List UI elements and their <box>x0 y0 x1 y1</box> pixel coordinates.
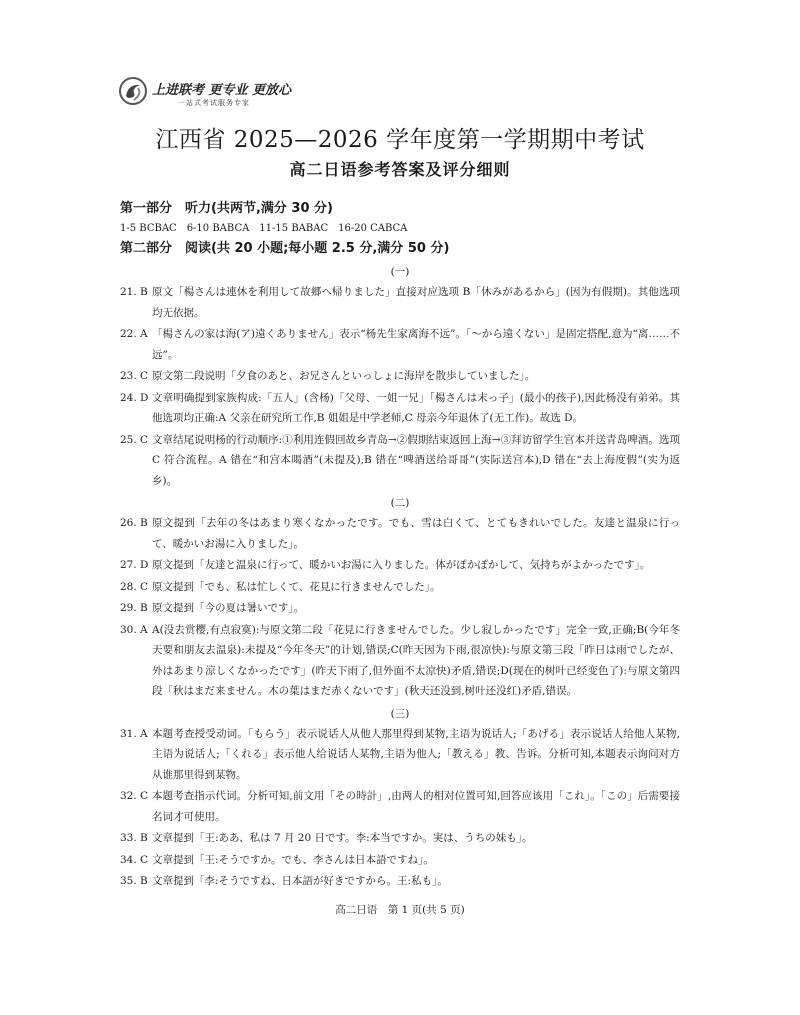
answer-number: 25. C <box>120 433 149 446</box>
answer-item <box>120 324 680 365</box>
part1-answer-keys: 1-5 BCBAC 6-10 BABCA 11-15 BABAC 16-20 CABCA <box>120 223 408 234</box>
answer-number: 23. C <box>120 370 149 382</box>
logo-subtext: 一站式考试服务专家 <box>178 99 250 107</box>
answer-number: 32. C <box>120 790 149 802</box>
answer-item <box>120 620 680 702</box>
exam-subtitle: 高二日语参考答案及评分细则 <box>289 160 511 179</box>
publisher-logo <box>118 76 298 112</box>
answer-number: 21. B <box>120 286 148 298</box>
answer-explanation: 文章提到「李:そうですね、日本語が好きですから。王:私も」。 <box>152 875 448 887</box>
section-label: (一) <box>390 266 410 278</box>
answer-explanation: 「楊さんの家は海(ア)遠くありません」表示“杨先生家离海不远”。「～から遠くない」是固定搭配,意为“离……不远”。 <box>152 328 680 361</box>
answer-explanation: 文章提到「王:そうですか。でも、李さんは日本語ですね」。 <box>152 853 434 866</box>
answer-number: 22. A <box>120 328 148 340</box>
answer-explanation: A(没去赏樱,有点寂寞):与原文第二段「花見に行きませんでした。少し寂しかったです」完全一致,正确;B(今年冬天要和朋友去温泉):未提及“今年冬天”的计划,错误;C(昨天因为下雨,很凉快):与原文第三段「昨日は雨でしたが、外はあまり涼しくなかったです」(昨天下雨了,但外面不太凉快)矛盾,错误;D(现在的树叶已经变色了):与原文第四段「秋はまだ来ません。木の葉はまだ赤くないです」(秋天还没到,树叶还没红)矛盾,错误。 <box>152 623 680 697</box>
answer-item <box>120 430 680 492</box>
answer-explanation: 文章结尾说明杨的行动顺序:①利用连假回故乡青岛→②假期结束返回上海→③拜访留学生宫本并送青岛啤酒。选项 C 符合流程。A 错在“和宫本喝酒”(未提及),B 错在“啤酒送给哥哥”(实际送宫本),D 错在“去上海度假”(实为返乡)。 <box>152 433 680 487</box>
part2-sections <box>120 262 680 892</box>
logo-text: 上进联考 更专业 更放心 <box>152 83 292 98</box>
answer-item <box>120 555 680 576</box>
part1-heading: 第一部分 听力(共两节,满分 30 分) <box>120 201 333 216</box>
answer-number: 35. B <box>120 875 148 887</box>
answer-explanation: 原文第二段说明「夕食のあと、お兄さんといっしょに海岸を散歩していました」。 <box>152 370 536 382</box>
answer-item <box>120 388 680 429</box>
section-label: (三) <box>390 707 410 720</box>
answer-explanation: 本题考查指示代词。分析可知,前文用「その時計」,由两人的相对位置可知,回答应该用「これ」。「この」后需要接名词才可使用。 <box>152 790 680 823</box>
answer-explanation: 文章明确提到家族构成:「五人」(含杨)「父母、一姐一兄」「楊さんは末っ子」(最小的孩子),因此杨没有弟弟。其他选项均正确:A 父亲在研究所工作,B 姐姐是中学老师,C 母亲今年退休了(无工作)。故选 D。 <box>152 391 680 424</box>
answer-number: 28. C <box>120 580 149 593</box>
section-label: (二) <box>390 497 410 509</box>
answer-item <box>120 786 680 827</box>
page-footer: 高二日语 第 1 页(共 5 页) <box>335 904 465 916</box>
answer-explanation: 文章提到「王:ああ、私は 7 月 20 日です。李:本当ですか。実は、うちの妹も」。 <box>152 832 533 844</box>
answer-explanation: 本题考查授受动词。「もらう」表示说话人从他人那里得到某物,主语为说话人;「あげる」表示说话人给他人某物,主语为说话人;「くれる」表示他人给说话人某物,主语为他人;「教える」教、告诉。分析可知,本题表示询问对方从谁那里得到某物。 <box>152 727 680 781</box>
exam-title: 江西省 2025—2026 学年度第一学期期中考试 <box>155 127 645 153</box>
answer-item <box>120 828 680 849</box>
answer-item <box>120 850 680 871</box>
answer-explanation: 原文提到「でも、私は忙しくて、花見に行きませんでした」。 <box>152 580 441 593</box>
answer-explanation: 原文「楊さんは連休を利用して故郷へ帰りました」直接对应选项 B「休みがあるから」(因为有假期)。其他选项均无依据。 <box>152 286 680 319</box>
answer-number: 30. A <box>120 623 148 636</box>
answer-number: 29. B <box>120 602 148 614</box>
answer-number: 24. D <box>120 391 149 404</box>
answer-item <box>120 724 680 786</box>
answer-number: 34. C <box>120 853 149 866</box>
answer-number: 27. D <box>120 559 149 571</box>
answer-item <box>120 513 680 554</box>
answer-number: 26. B <box>120 517 148 529</box>
answer-explanation: 原文提到「今の夏は暑いです」。 <box>152 602 305 614</box>
answer-number: 33. B <box>120 832 148 844</box>
answer-item <box>120 577 680 598</box>
answer-number: 31. A <box>120 727 148 740</box>
answer-content <box>120 198 680 893</box>
answer-item <box>120 366 680 387</box>
part2-heading: 第二部分 阅读(共 20 小题;每小题 2.5 分,满分 50 分) <box>120 241 450 256</box>
answer-item <box>120 282 680 323</box>
answer-item <box>120 871 680 892</box>
answer-item <box>120 598 680 619</box>
answer-explanation: 原文提到「友達と温泉に行って、暖かいお湯に入りました。体がぽかぽかして、気持ちがよかったです」。 <box>152 559 651 571</box>
logo-swirl-icon <box>118 76 148 106</box>
answer-explanation: 原文提到「去年の冬はあまり寒くなかったです。でも、雪は白くて、とてもきれいでした。友達と温泉に行って、暖かいお湯に入りました」。 <box>152 517 680 550</box>
